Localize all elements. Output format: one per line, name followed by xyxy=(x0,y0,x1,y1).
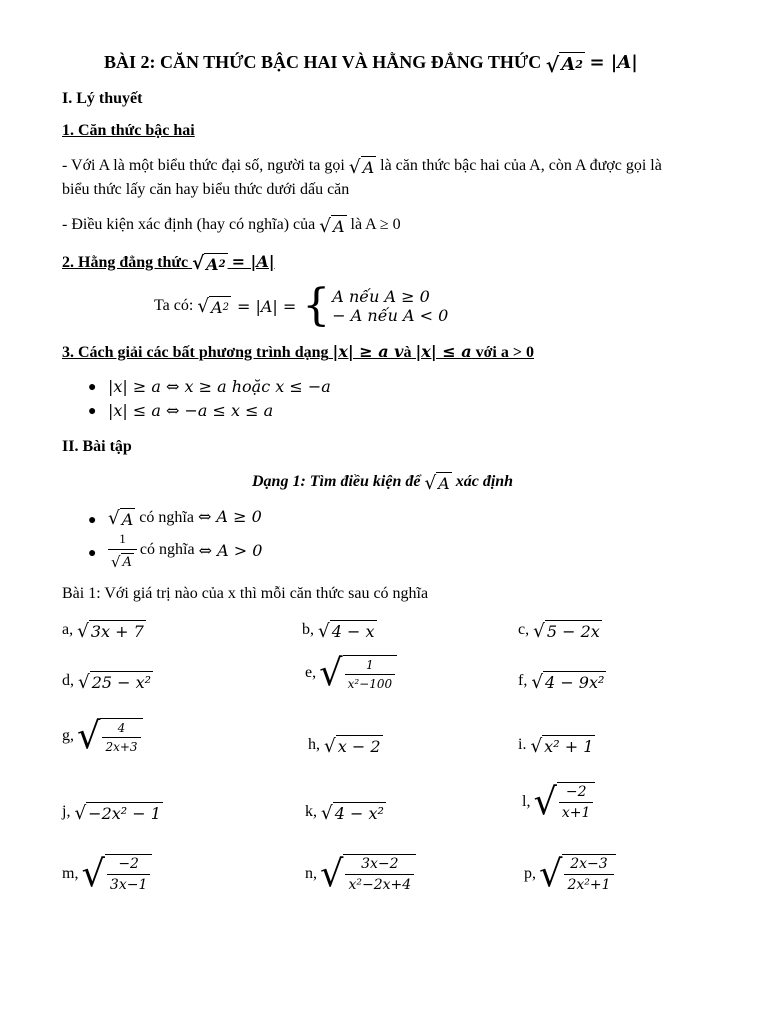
title-root: √ A 2 xyxy=(545,52,583,77)
exercise-item-c: c, √ 5 − 2x xyxy=(518,620,600,642)
definition-line-1: - Với A là một biểu thức đại số, người ta gọi √ A là căn thức bậc hai của A, còn A được gọi là xyxy=(62,156,662,178)
exercise-item-b: b, √ 4 − x xyxy=(302,620,375,642)
exercise-item-m: m, √ $\frac{-2}{3x-1}$ xyxy=(62,854,152,893)
sqrt-a-inline: √ A xyxy=(319,215,345,237)
inequality-rule-2: |x| ≤ a ⇔ −a ≤ x ≤ a xyxy=(108,401,274,420)
page-title xyxy=(104,52,638,75)
title-text: BÀI 2: CĂN THỨC BẬC HAI VÀ HẰNG ĐẲNG THỨC xyxy=(104,52,542,72)
exercise-item-l: l, √ $\frac{-2}{x+1}$ xyxy=(522,782,595,821)
section-exercises-heading: II. Bài tập xyxy=(62,438,132,455)
subsection-3-heading: 3. Cách giải các bất phương trình dạng |x| ≥ a và |x| ≤ a với a > 0 xyxy=(62,342,534,361)
bullet-icon: ● xyxy=(88,546,97,561)
subsection-1-heading: 1. Căn thức bậc hai xyxy=(62,122,195,139)
identity-formula: Ta có: √ A 2 = |A| = { A nếu A ≥ 0 − A nếu A < 0 xyxy=(154,280,449,331)
inequality-rule-1: |x| ≥ a ⇔ x ≥ a hoặc x ≤ −a xyxy=(108,377,331,396)
rule-sqrt-defined: √ A có nghĩa ⇔ A ≥ 0 xyxy=(108,507,262,530)
exercise-1-prompt: Bài 1: Với giá trị nào của x thì mỗi căn thức sau có nghĩa xyxy=(62,585,429,602)
exercise-item-j: j, √ −2x² − 1 xyxy=(62,802,161,824)
piecewise-cases: A nếu A ≥ 0 − A nếu A < 0 xyxy=(332,287,449,325)
exercise-item-h: h, √ x − 2 xyxy=(308,735,381,757)
bullet-icon: ● xyxy=(88,513,97,528)
exercise-item-a: a, √ 3x + 7 xyxy=(62,620,144,642)
exercise-item-g: g, √ $\frac{4}{2x+3}$ xyxy=(62,718,143,755)
exercise-item-p: p, √ $\frac{2x-3}{\text{2x²+1}}$ xyxy=(524,854,616,893)
exercise-item-i: i. √ x² + 1 xyxy=(518,735,594,757)
condition-line: - Điều kiện xác định (hay có nghĩa) của √ A là A ≥ 0 xyxy=(62,215,401,237)
exercise-item-e: e, √ $\frac{1}{\text{x²−100}}$ xyxy=(305,655,397,692)
subsection-2-heading: 2. Hằng đẳng thức √ A 2 = |A| xyxy=(62,252,275,275)
sqrt-a-inline: √ A xyxy=(348,156,375,178)
exercise-item-k: k, √ 4 − x² xyxy=(305,802,384,824)
dang1-heading: Dạng 1: Tìm điều kiện để √ A xác định xyxy=(252,472,514,494)
definition-line-2: biểu thức lấy căn hay biểu thức dưới dấu căn xyxy=(62,181,350,198)
exercise-item-n: n, √ $\frac{3x-2}{\text{x²−2x+4}}$ xyxy=(305,854,416,893)
exercise-item-f: f, √ 4 − 9x² xyxy=(518,671,605,693)
left-brace: { xyxy=(302,280,331,331)
bullet-icon: ● xyxy=(88,404,97,419)
bullet-icon: ● xyxy=(88,380,97,395)
exercise-item-d: d, √ 25 − x² xyxy=(62,671,152,693)
rule-reciprocal-defined: 1 √ A có nghĩa ⇔ A > 0 xyxy=(108,531,262,570)
section-theory-heading: I. Lý thuyết xyxy=(62,90,143,107)
title-rhs: = |A| xyxy=(589,52,638,73)
